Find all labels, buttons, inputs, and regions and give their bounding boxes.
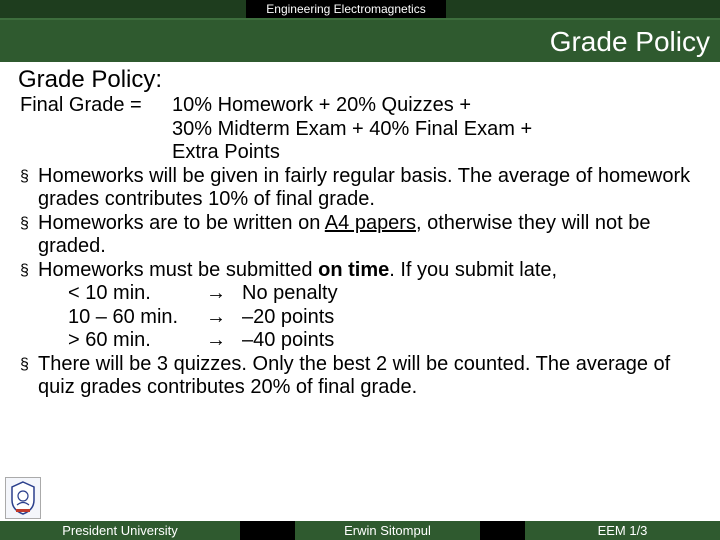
bullet-text: . If you submit late,	[389, 258, 558, 281]
penalty-value: –20 points	[242, 305, 335, 328]
bullet-icon: §	[20, 214, 29, 232]
penalty-row	[38, 282, 710, 306]
footer-author: Erwin Sitompul	[295, 521, 480, 540]
penalty-value: No penalty	[242, 282, 338, 304]
grade-formula	[20, 94, 710, 165]
footer-bar	[0, 521, 720, 540]
bullet-text: There will be 3 quizzes. Only the best 2 will be counted. The average of quiz grades contributes 20% of final grade.	[38, 352, 671, 398]
slide-content	[20, 94, 710, 400]
slide-title: Grade Policy	[549, 26, 710, 57]
bullet-text: , otherwise they will not be graded.	[38, 211, 651, 257]
formula-rhs	[172, 94, 710, 165]
penalty-value: –40 points	[242, 329, 335, 351]
bullet-text: Homeworks must be submitted	[38, 258, 319, 281]
list-item	[20, 212, 710, 259]
penalty-condition: > 60 min.	[68, 329, 151, 351]
title-bar-highlight	[0, 18, 720, 20]
bullet-icon: §	[20, 261, 29, 279]
course-title: Engineering Electromagnetics	[246, 0, 446, 18]
footer-slide-number: EEM 1/3	[525, 521, 720, 540]
top-bar	[0, 0, 720, 18]
university-logo-icon	[5, 477, 41, 519]
on-time-emphasis: on time	[318, 258, 390, 281]
arrow-right-icon: →	[206, 329, 226, 351]
formula-line: 10% Homework + 20% Quizzes +	[172, 94, 472, 116]
bullet-icon: §	[20, 355, 29, 373]
arrow-right-icon: →	[206, 305, 226, 328]
list-item	[20, 259, 710, 353]
list-item	[20, 165, 710, 212]
penalty-row	[38, 329, 710, 353]
title-bar	[0, 18, 720, 62]
policy-list	[20, 165, 710, 400]
footer-institution: President University	[0, 521, 240, 540]
penalty-row	[38, 306, 710, 330]
formula-line: Extra Points	[172, 141, 280, 163]
a4-papers-link[interactable]: A4 papers	[324, 211, 416, 234]
bullet-text: Homeworks will be given in fairly regular basis. The average of homework grades contributes 10% of final grade.	[38, 164, 691, 210]
bullet-text: Homeworks are to be written on	[38, 211, 325, 234]
formula-lhs: Final Grade =	[20, 94, 142, 116]
formula-line: 30% Midterm Exam + 40% Final Exam +	[172, 117, 533, 140]
section-heading: Grade Policy:	[18, 66, 163, 93]
arrow-right-icon: →	[206, 282, 226, 304]
footer-divider	[240, 521, 295, 540]
footer-divider	[480, 521, 525, 540]
penalty-condition: < 10 min.	[68, 282, 151, 304]
list-item	[20, 353, 710, 400]
bullet-icon: §	[20, 167, 29, 185]
penalty-condition: 10 – 60 min.	[68, 305, 179, 328]
